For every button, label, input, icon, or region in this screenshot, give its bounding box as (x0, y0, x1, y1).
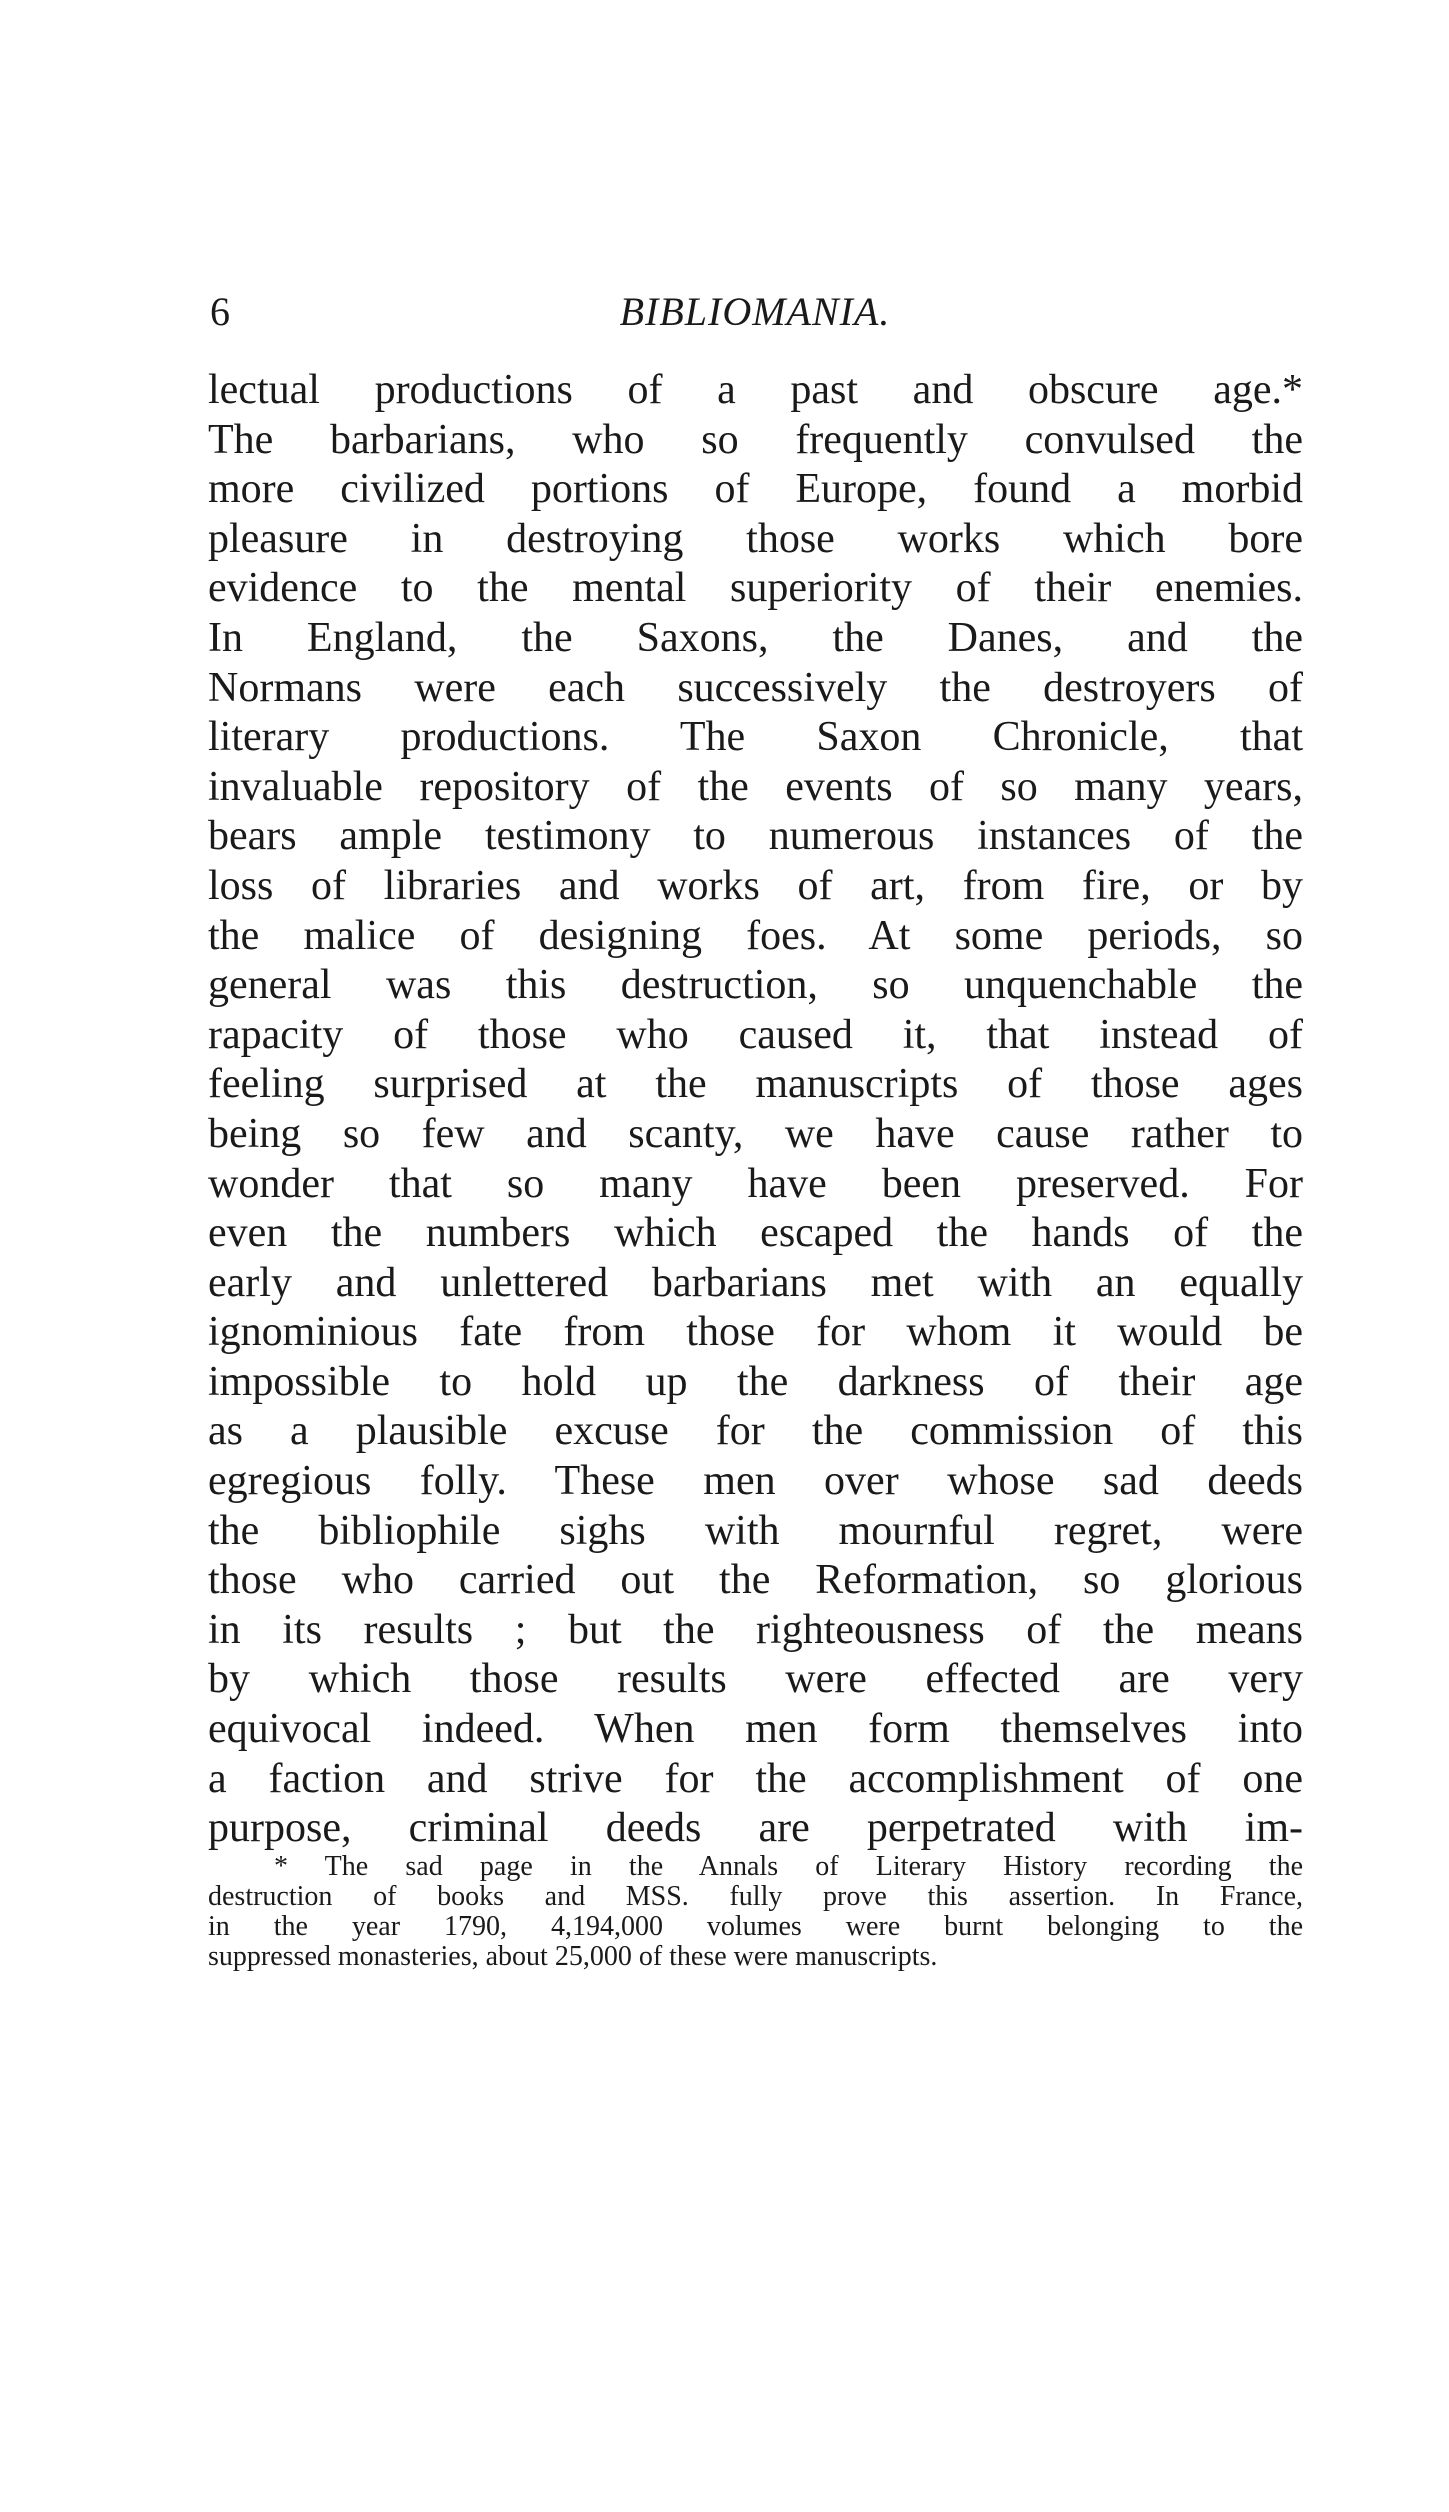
text-line: feeling surprised at the manuscripts of those ages (208, 1061, 1303, 1108)
footnote (208, 1852, 1303, 1972)
text-line: early and unlettered barbarians met with an equally (208, 1259, 1303, 1306)
text-line: general was this destruction, so unquenchable the (208, 962, 1303, 1009)
text-line: as a plausible excuse for the commission of this (208, 1408, 1303, 1455)
text-line: Normans were each successively the destroyers of (208, 664, 1303, 711)
body-text (208, 366, 1303, 1854)
running-title: BIBLIOMANIA. (619, 289, 891, 334)
text-line: impossible to hold up the darkness of their age (208, 1358, 1303, 1405)
text-line: in its results ; but the righteousness of the means (208, 1606, 1303, 1653)
footnote-line: suppressed monasteries, about 25,000 of these were manuscripts. (208, 1941, 938, 1972)
page-number: 6 (210, 289, 230, 334)
text-line: more civilized portions of Europe, found a morbid (208, 466, 1303, 513)
text-line: even the numbers which escaped the hands of the (208, 1210, 1303, 1257)
text-line: ignominious fate from those for whom it would be (208, 1309, 1303, 1356)
text-line: lectual productions of a past and obscure age.* (208, 367, 1303, 413)
text-line: invaluable repository of the events of so many years, (208, 763, 1303, 810)
footnote-line: destruction of books and MSS. fully prove this assertion. In France, (208, 1881, 1303, 1912)
text-line: loss of libraries and works of art, from fire, or by (208, 862, 1303, 909)
text-line: In England, the Saxons, the Danes, and the (208, 614, 1303, 661)
text-line: rapacity of those who caused it, that instead of (208, 1011, 1303, 1058)
footnote-line: in the year 1790, 4,194,000 volumes were burnt belonging to the (208, 1911, 1303, 1942)
text-line: bears ample testimony to numerous instances of the (208, 813, 1303, 860)
text-line: The barbarians, who so frequently convulsed the (208, 416, 1303, 463)
text-line: equivocal indeed. When men form themselves into (208, 1706, 1303, 1753)
footnote-line: * The sad page in the Annals of Literary History recording the (274, 1851, 1303, 1882)
text-line: pleasure in destroying those works which bore (208, 515, 1303, 562)
text-line: evidence to the mental superiority of their enemies. (208, 565, 1303, 612)
text-line: those who carried out the Reformation, so glorious (208, 1557, 1303, 1604)
text-line: the malice of designing foes. At some periods, so (208, 912, 1303, 959)
text-line: purpose, criminal deeds are perpetrated with im- (208, 1805, 1303, 1852)
running-head (210, 287, 1300, 337)
text-line: being so few and scanty, we have cause rather to (208, 1110, 1303, 1157)
text-line: a faction and strive for the accomplishment of one (208, 1755, 1303, 1802)
text-line: by which those results were effected are very (208, 1656, 1303, 1703)
text-line: wonder that so many have been preserved. For (208, 1160, 1303, 1207)
text-line: egregious folly. These men over whose sad deeds (208, 1458, 1303, 1505)
text-line: literary productions. The Saxon Chronicle, that (208, 714, 1303, 761)
text-line: the bibliophile sighs with mournful regret, were (208, 1507, 1303, 1554)
